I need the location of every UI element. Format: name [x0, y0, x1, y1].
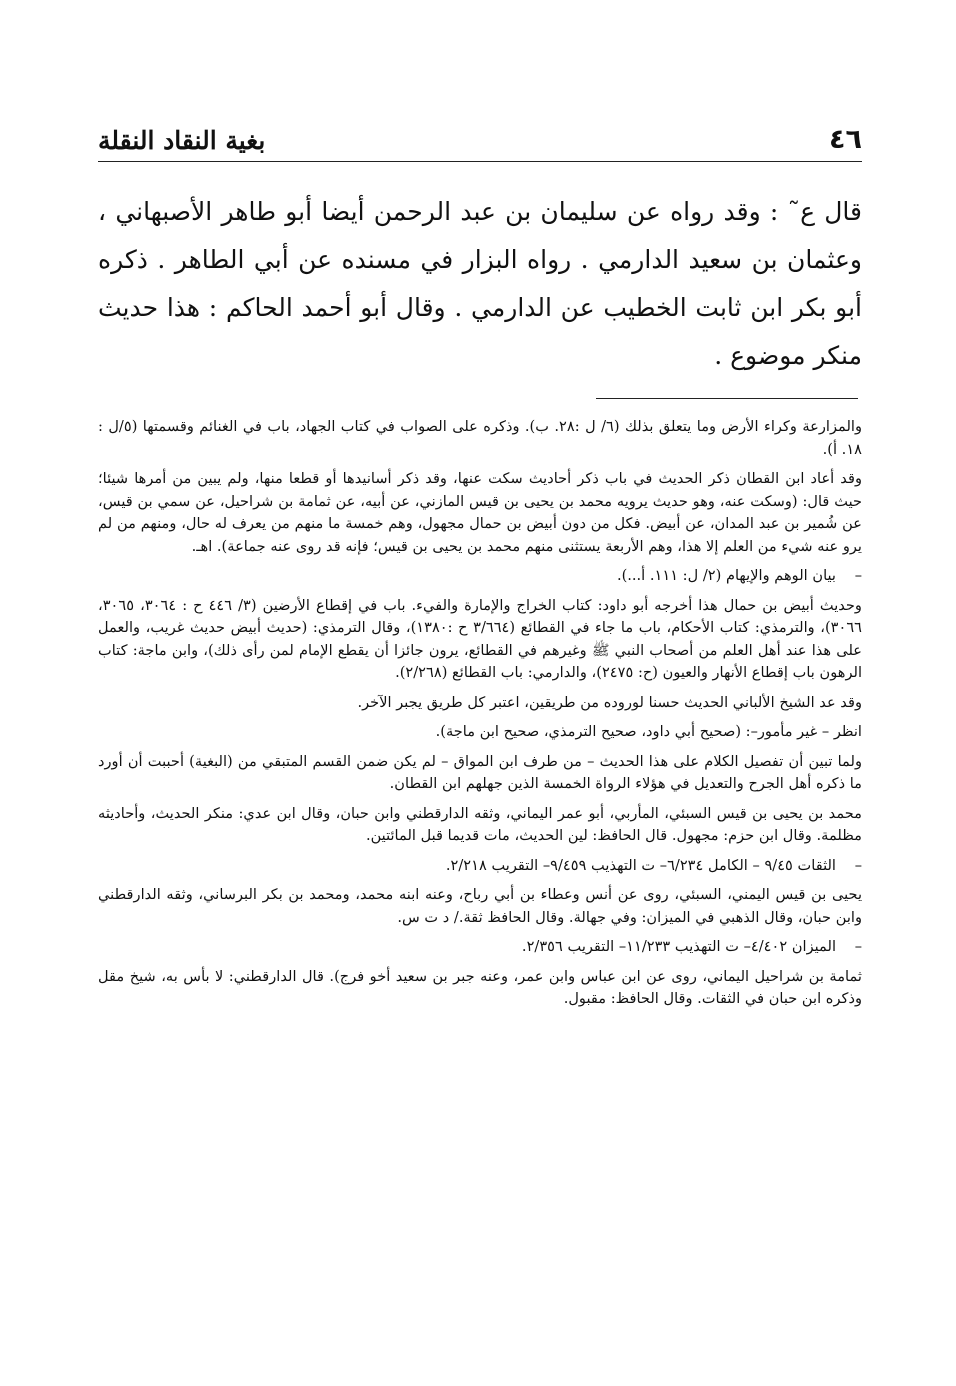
footnote-paragraph: يحيى بن قيس اليمني، السبئي، روى عن أنس وعطاء بن أبي رباح، وعنه ابنه محمد، ومحمد بن بكر البرساني، وثقه الدارقطني وابن حبان، وقال الذهبي في الميزان: وفي جهالة. وقال الحافظ ثقة./ د ت س.	[98, 886, 862, 926]
page-number: ٤٦	[829, 124, 862, 155]
footnote-reference-text: بيان الوهم والإيهام (٢/ ل: ١١١. أ...).	[616, 567, 836, 584]
main-text: قال ع˜ : وقد رواه عن سليمان بن عبد الرحمن أيضا أبو طاهر الأصبهاني ، وعثمان بن سعيد الدارمي . رواه البزار في مسنده عن أبي الطاهر . ذكره أبو بكر ابن ثابت الخطيب عن الدارمي . وقال أبو أحمد الحاكم : هذا حديث منكر موضوع .	[98, 197, 862, 370]
footnote-reference-text: الثقات ٩/٤٥ – الكامل ٦/٢٣٤– ت التهذيب ٩/٤٥٩– التقريب ٢/٢١٨.	[445, 856, 836, 874]
footnote-paragraph: ولما تبين أن تفصيل الكلام على هذا الحديث – من طرف ابن المواق – لم يكن ضمن القسم المتبقي من (البغية) أحببت أن أورد ما ذكره أهل الجرح والتعديل في هؤلاء الرواة الخمسة الذين جهلهم ابن القطان.	[98, 752, 862, 792]
footnote-paragraph: والمزارعة وكراء الأرض وما يتعلق بذلك (٦/ ل :٢٨. ب). وذكره على الصواب في كتاب الجهاد، باب في الغنائم وقسمتها (٥/ل : ١٨. أ).	[98, 418, 863, 458]
dash-bullet-icon: –	[854, 567, 862, 584]
footnote-paragraph: وحديث أبيض بن حمال هذا أخرجه أبو داود: كتاب الخراج والإمارة والفيء. باب في إقطاع الأرضين (٣/ ٤٤٦ ح : ٣٠٦٤، ٣٠٦٥، ٣٠٦٦)، والترمذي: كتاب الأحكام، باب ما جاء في القطائع (٣/٦٦٤ ح :١٣٨٠)، وقال الترمذي: (حديث أبيض حديث غريب، والعمل على هذا عند أهل العلم من أصحاب النبي ﷺ وغيرهم في القطائع، يرون جائزا أن يقطع الإمام لمن رأى ذلك)، وابن ماجة: كتاب الرهون باب إقطاع الأنهار والعيون (ح: ٢٤٧٥)، والدارمي: باب القطائع (٢/٢٦٨).	[98, 596, 863, 681]
page-header	[98, 112, 862, 162]
footnote-paragraph: محمد بن يحيى بن قيس السبئي، المأربي، أبو عمر اليماني، وثقه الدارقطني وابن حبان، وقال ابن عدي: منكر الحديث، وأحاديثه مظلمة. وقال ابن حزم: مجهول. قال الحافظ: لين الحديث، مات قديما قبل المائتين.	[98, 804, 862, 844]
footnote-reference-item	[98, 936, 862, 959]
footnote-paragraph: انظر – غير مأمور–: (صحيح أبي داود، صحيح الترمذي، صحيح ابن ماجة).	[435, 723, 862, 740]
footnote-paragraph: وقد أعاد ابن القطان ذكر الحديث في باب ذكر أحاديث سكت عنها، وقد ذكر أسانيدها أو قطعا منها، ولم يبين من أمرها شيئا؛ حيث قال: (وسكت عنه، وهو حديث يرويه محمد بن يحيى بن قيس المازني، عن أبيه، عن ثمامة بن شراحيل، عن سمي بن قيس، عن شُمير بن عبد المدان، عن أبيض. فكل من دون أبيض بن حمال مجهول، وهم خمسة ما منهم من يعرف له حال، ومنهم من لم يرو عنه شيء من العلم إلا هذا، وهم الأربعة يستثنى منهم محمد بن يحيى بن قيس؛ فإنه قد روى عنه جماعة). اهـ.	[98, 470, 862, 555]
footnote-paragraph: ثمامة بن شراحيل اليماني، روى عن ابن عباس وابن عمر، وعنه جبر بن سعيد أخو فرج). قال الدارقطني: لا بأس به، شيخ مقل وذكره ابن حبان في الثقات. وقال الحافظ: مقبول.	[98, 967, 862, 1007]
footnote-reference-text: الميزان ٤/٤٠٢– ت التهذيب ١١/٢٣٣– التقريب ٢/٣٥٦.	[521, 938, 836, 955]
footnote-reference-item	[98, 855, 862, 878]
book-title: بغية النقاد النقلة	[98, 126, 266, 155]
dash-bullet-icon: –	[854, 856, 862, 874]
footnote-reference-item	[98, 565, 862, 588]
dash-bullet-icon: –	[854, 938, 862, 955]
footnote-paragraph: وقد عد الشيخ الألباني الحديث حسنا لوروده من طريقين، اعتبر كل طريق يجبر الآخر.	[357, 693, 862, 711]
footnotes	[98, 416, 862, 1018]
footnote-separator	[596, 398, 858, 399]
